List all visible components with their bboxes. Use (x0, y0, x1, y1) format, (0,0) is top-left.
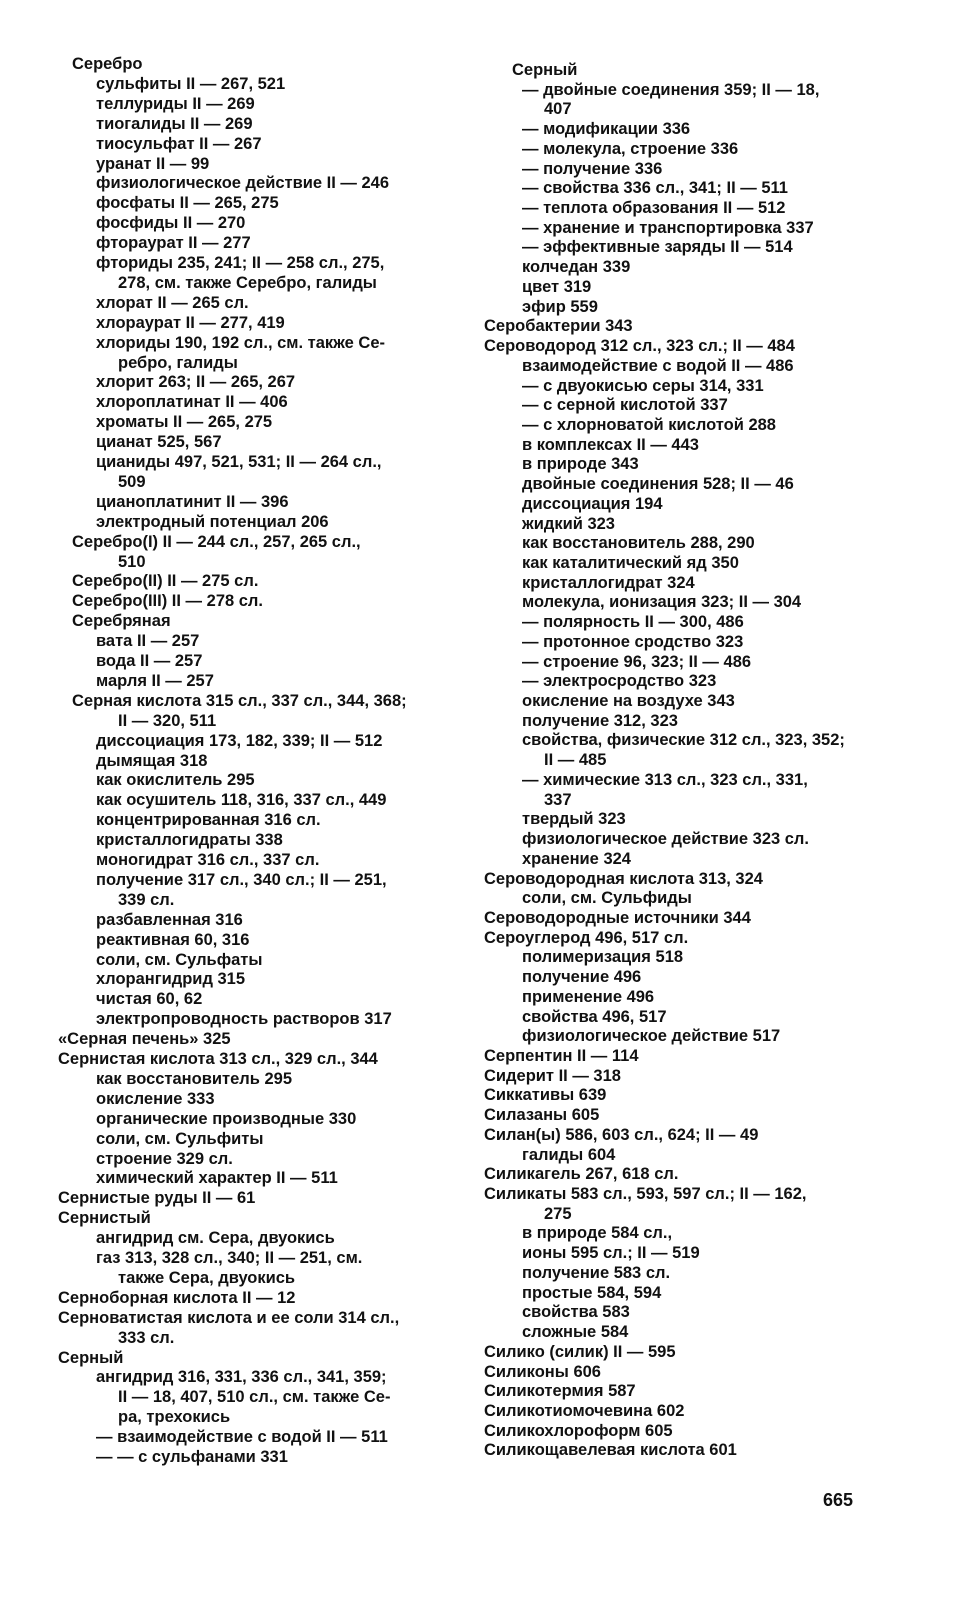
index-entry: 509 (118, 472, 146, 491)
index-entry: теллуриды II — 269 (96, 94, 255, 113)
index-entry: ангидрид 316, 331, 336 сл., 341, 359; (96, 1368, 387, 1387)
index-entry: — модификации 336 (522, 120, 691, 139)
index-entry-heading: Силикагель 267, 618 сл. (484, 1165, 679, 1184)
index-entry: тиогалиды II — 269 (96, 114, 253, 133)
index-entry: диссоциация 173, 182, 339; II — 512 (96, 731, 383, 750)
index-entry-heading: Сидерит II — 318 (484, 1066, 621, 1085)
index-entry: моногидрат 316 сл., 337 сл. (96, 851, 320, 869)
index-entry: как восстановитель 295 (96, 1069, 293, 1088)
page-number: 665 (823, 1490, 854, 1510)
index-entry-heading: Силикотермия 587 (484, 1382, 636, 1401)
index-entry-heading: Серебро(III) II — 278 сл. (72, 592, 263, 611)
index-entry: концентрированная 316 сл. (96, 811, 321, 830)
index-entry: хлораурат II — 277, 419 (96, 313, 285, 332)
index-entry: газ 313, 328 сл., 340; II — 251, см. (96, 1249, 363, 1267)
index-entry: в природе 584 сл., (522, 1224, 673, 1243)
index-entry-heading: Силан(ы) 586, 603 сл., 624; II — 49 (484, 1125, 759, 1144)
index-entry: 275 (544, 1204, 572, 1223)
index-entry: в комплексах II — 443 (522, 435, 699, 454)
index-entry: ребро, галиды (118, 353, 238, 372)
index-entry-heading: Серебро(I) II — 244 сл., 257, 265 сл., (72, 532, 361, 551)
index-entry: 510 (118, 552, 146, 571)
index-entry: разбавленная 316 (96, 910, 243, 929)
index-entry-heading: Силикощавелевая кислота 601 (484, 1441, 737, 1460)
index-entry: — с двуокисью серы 314, 331 (522, 376, 764, 395)
index-entry: цианоплатинит II — 396 (96, 492, 289, 511)
index-entry: сложные 584 (522, 1323, 629, 1342)
index-entry: окисление на воздухе 343 (522, 692, 735, 711)
index-entry: уранат II — 99 (96, 154, 210, 173)
index-entry: II — 485 (544, 751, 607, 770)
index-entry-heading: Серноборная кислота II — 12 (58, 1288, 296, 1307)
index-entry: соли, см. Сульфаты (96, 950, 263, 969)
index-entry: электродный потенциал 206 (96, 512, 329, 531)
index-entry: применение 496 (522, 987, 655, 1006)
index-entry: также Сера, двуокись (118, 1268, 296, 1287)
index-entry: молекула, ионизация 323; II — 304 (522, 593, 802, 612)
index-entry: фосфаты II — 265, 275 (96, 194, 279, 213)
index-entry: — хранение и транспортировка 337 (522, 218, 814, 237)
index-entry: жидкий 323 (522, 514, 615, 533)
index-entry: как осушитель 118, 316, 337 сл., 449 (96, 791, 387, 810)
index-entry-heading: Силикаты 583 сл., 593, 597 сл.; II — 162, (484, 1185, 807, 1204)
index-entry: вода II — 257 (96, 652, 203, 670)
index-entry: хлориды 190, 192 сл., см. также Се- (96, 333, 386, 352)
index-entry: — протонное сродство 323 (522, 632, 744, 651)
index-entry: — получение 336 (522, 159, 663, 178)
index-entry: — двойные соединения 359; II — 18, (522, 80, 820, 99)
index-entry-heading: Серная кислота 315 сл., 337 сл., 344, 368; (72, 691, 407, 710)
index-entry: — — с сульфанами 331 (96, 1448, 288, 1466)
index-entry: 333 сл. (118, 1328, 175, 1347)
index-entry: 407 (544, 100, 572, 119)
index-entry: кристаллогидрат 324 (522, 573, 695, 592)
index-entry: реактивная 60, 316 (96, 930, 250, 949)
index-entry-heading: Серноватистая кислота и ее соли 314 сл., (58, 1308, 400, 1327)
index-entry: цианат 525, 567 (96, 433, 222, 452)
index-entry-heading: Серебро(II) II — 275 сл. (72, 572, 259, 591)
index-entry-heading: Сероводород 312 сл., 323 сл.; II — 484 (484, 337, 795, 356)
index-entry: — химические 313 сл., 323 сл., 331, (522, 770, 808, 789)
index-entry: хлороплатинат II — 406 (96, 393, 288, 412)
index-entry: в природе 343 (522, 455, 639, 474)
index-entry: кристаллогидраты 338 (96, 831, 283, 850)
index-entry: галиды 604 (522, 1145, 616, 1164)
index-entry: — теплота образования II — 512 (522, 199, 786, 218)
index-entry: соли, см. Сульфиды (522, 889, 692, 908)
index-entry: — строение 96, 323; II — 486 (522, 652, 752, 671)
index-entry-heading: Силиконы 606 (484, 1362, 601, 1381)
index-entry: окисление 333 (96, 1089, 215, 1108)
index-entry: ангидрид см. Сера, двуокись (96, 1229, 335, 1248)
index-entry-heading: Серебро (72, 55, 143, 73)
index-entry: ра, трехокись (118, 1408, 231, 1427)
index-entry: физиологическое действие II — 246 (96, 174, 390, 193)
index-entry: соли, см. Сульфиты (96, 1129, 264, 1148)
index-entry: II — 18, 407, 510 сл., см. также Се- (118, 1388, 391, 1407)
index-entry: фосфиды II — 270 (96, 214, 246, 233)
index-entry: свойства 583 (522, 1303, 630, 1322)
index-entry-heading: Серобактерии 343 (484, 317, 633, 336)
index-entry: дымящая 318 (96, 751, 208, 770)
index-entry: вата II — 257 (96, 632, 200, 651)
index-entry: как восстановитель 288, 290 (522, 534, 755, 553)
index-entry: свойства, физические 312 сл., 323, 352; (522, 731, 845, 750)
index-entry: 278, см. также Серебро, галиды (118, 273, 377, 292)
index-entry-heading: Серный (58, 1348, 124, 1367)
index-entry: твердый 323 (522, 810, 626, 829)
index-entry: сульфиты II — 267, 521 (96, 74, 286, 93)
index-entry: — полярность II — 300, 486 (522, 613, 744, 632)
index-entry: как окислитель 295 (96, 771, 255, 790)
index-entry-heading: «Серная печень» 325 (58, 1030, 231, 1049)
index-entry: ионы 595 сл.; II — 519 (522, 1244, 700, 1263)
index-entry: как каталитический яд 350 (522, 554, 739, 572)
index-entry: эфир 559 (522, 297, 598, 316)
index-entry-heading: Силазаны 605 (484, 1106, 600, 1125)
index-entry: получение 496 (522, 968, 642, 987)
index-entry: хлорат II — 265 сл. (96, 293, 249, 312)
index-entry: хроматы II — 265, 275 (96, 413, 273, 432)
index-entry: — эффективные заряды II — 514 (522, 238, 793, 257)
index-entry: диссоциация 194 (522, 494, 663, 513)
index-entry: фториды 235, 241; II — 258 сл., 275, (96, 254, 385, 272)
index-entry: — взаимодействие с водой II — 511 (96, 1428, 388, 1447)
index-entry: 339 сл. (118, 890, 175, 909)
index-entry: чистая 60, 62 (96, 990, 203, 1009)
index-entry: полимеризация 518 (522, 948, 684, 967)
index-entry-heading: Серебряная (72, 612, 171, 631)
index-entry: фтораурат II — 277 (96, 234, 251, 253)
index-entry: колчедан 339 (522, 258, 631, 277)
index-entry: получение 317 сл., 340 сл.; II — 251, (96, 870, 387, 889)
index-entry-heading: Сероводородные источники 344 (484, 908, 751, 927)
index-entry-heading: Сероводородная кислота 313, 324 (484, 869, 763, 888)
index-entry: тиосульфат II — 267 (96, 134, 262, 153)
index-entry: хранение 324 (522, 849, 631, 868)
index-entry: двойные соединения 528; II — 46 (522, 475, 794, 494)
index-entry: органические производные 330 (96, 1109, 357, 1128)
index-entry-heading: Серпентин II — 114 (484, 1047, 639, 1065)
index-entry: — свойства 336 сл., 341; II — 511 (522, 179, 788, 198)
index-entry: 337 (544, 790, 572, 809)
index-entry: цианиды 497, 521, 531; II — 264 сл., (96, 453, 382, 471)
index-entry-heading: Силикотиомочевина 602 (484, 1401, 685, 1420)
index-entry-heading: Серный (512, 61, 578, 79)
index-entry: марля II — 257 (96, 671, 214, 690)
index-entry: — с хлорноватой кислотой 288 (522, 415, 776, 434)
index-entry: хлорангидрид 315 (96, 970, 246, 989)
index-entry: получение 583 сл. (522, 1263, 671, 1282)
index-entry: цвет 319 (522, 277, 592, 296)
index-entry-heading: Сиккативы 639 (484, 1086, 607, 1105)
index-entry: II — 320, 511 (118, 711, 217, 730)
index-entry: хлорит 263; II — 265, 267 (96, 373, 296, 392)
index-entry-heading: Силико (силик) II — 595 (484, 1342, 676, 1361)
index-entry-heading: Сернистый (58, 1209, 151, 1228)
index-entry: строение 329 сл. (96, 1149, 233, 1168)
index-entry: взаимодействие с водой II — 486 (522, 356, 794, 375)
index-entry: — молекула, строение 336 (522, 139, 739, 158)
index-entry-heading: Сернистая кислота 313 сл., 329 сл., 344 (58, 1050, 378, 1068)
index-entry: физиологическое действие 517 (522, 1027, 781, 1046)
index-entry: — с серной кислотой 337 (522, 396, 728, 415)
index-entry: физиологическое действие 323 сл. (522, 830, 810, 849)
index-entry-heading: Сернистые руды II — 61 (58, 1189, 256, 1208)
index-entry-heading: Сероуглерод 496, 517 сл. (484, 928, 689, 947)
index-entry: простые 584, 594 (522, 1283, 662, 1302)
index-entry: электропроводность растворов 317 (96, 1010, 392, 1029)
index-entry-heading: Силикохлороформ 605 (484, 1421, 673, 1440)
index-entry: — электросродство 323 (522, 672, 717, 691)
index-entry: химический характер II — 511 (96, 1169, 338, 1188)
index-entry: получение 312, 323 (522, 711, 678, 730)
index-entry: свойства 496, 517 (522, 1007, 667, 1026)
